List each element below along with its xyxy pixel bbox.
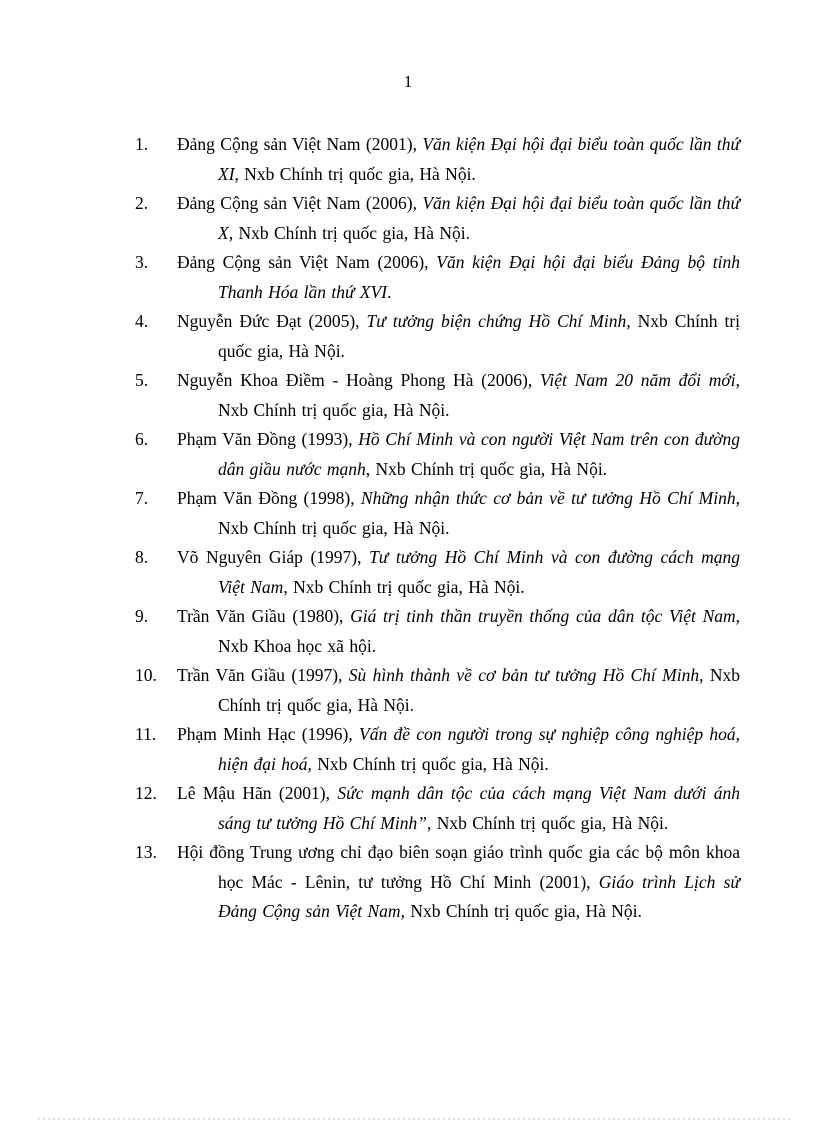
reference-title: Tư tưởng biện chứng Hồ Chí Minh,: [366, 311, 631, 331]
reference-item: [135, 189, 740, 248]
reference-meta: Võ Nguyên Giáp (1997),: [177, 547, 370, 567]
reference-item: [135, 307, 740, 366]
reference-title: Giá trị tinh thần truyền thống của dân tộc Việt Nam,: [350, 606, 741, 626]
reference-item: [135, 602, 740, 661]
reference-text: [177, 720, 740, 779]
reference-meta: Trần Văn Giầu (1980),: [177, 606, 351, 626]
reference-item: [135, 543, 740, 602]
reference-text: [177, 838, 740, 927]
reference-number: 8.: [135, 547, 149, 567]
reference-meta: , Nxb Chính trị quốc gia, Hà Nội.: [218, 370, 740, 420]
reference-text: [177, 425, 740, 484]
reference-number: 6.: [135, 429, 149, 449]
reference-number: 2.: [135, 193, 149, 213]
reference-meta: Nguyễn Đức Đạt (2005),: [177, 311, 367, 331]
reference-meta: Đảng Cộng sản Việt Nam (2006),: [177, 193, 423, 213]
reference-meta: Đảng Cộng sản Việt Nam (2006),: [177, 252, 437, 272]
reference-item: [135, 130, 740, 189]
reference-meta: Nxb Chính trị quốc gia, Hà Nội.: [218, 517, 450, 538]
reference-meta: Nxb Chính trị quốc gia, Hà Nội.: [218, 311, 741, 361]
reference-title: Sức mạnh dân tộc của cách mạng Việt Nam dưới ánh sáng tư tưởng Hồ Chí Minh”: [218, 783, 740, 833]
reference-title: Sù hình thành về cơ bản tư tưởng Hồ Chí Minh,: [348, 665, 704, 685]
reference-list: [135, 130, 740, 927]
reference-number: 5.: [135, 370, 149, 390]
reference-title: Hồ Chí Minh và con người Việt Nam trên con đường dân giầu nước mạnh: [218, 429, 740, 479]
reference-meta: Nxb Khoa học xã hội.: [218, 635, 377, 656]
page-bottom-dotted-divider: [38, 1118, 792, 1120]
reference-item: [135, 425, 740, 484]
reference-meta: Hội đồng Trung ương chỉ đạo biên soạn giáo trình quốc gia các bộ môn khoa học Mác - Lênin, tư tưởng Hồ Chí Minh (2001),: [177, 842, 740, 892]
reference-meta: Nxb Chính trị quốc gia, Hà Nội.: [287, 576, 525, 597]
reference-meta: Nguyễn Khoa Điềm - Hoàng Phong Hà (2006),: [177, 370, 540, 390]
reference-text: [177, 484, 740, 543]
reference-item: [135, 720, 740, 779]
reference-item: [135, 248, 740, 307]
reference-meta: Nxb Chính trị quốc gia, Hà Nội.: [218, 665, 740, 715]
reference-text: [177, 661, 740, 720]
reference-number: 10.: [135, 665, 157, 685]
reference-meta: Trần Văn Giầu (1997),: [177, 665, 349, 685]
reference-number: 12.: [135, 783, 157, 803]
reference-meta: , Nxb Chính trị quốc gia, Hà Nội.: [234, 163, 476, 184]
reference-item: [135, 661, 740, 720]
reference-title: Văn kiện Đại hội đại biểu toàn quốc lần thứ XI: [218, 134, 740, 184]
reference-text: [177, 307, 741, 366]
reference-title: Tư tưởng Hồ Chí Minh và con đường cách mạng Việt Nam,: [218, 547, 741, 597]
reference-item: [135, 838, 740, 927]
reference-text: [177, 602, 741, 661]
reference-meta: Nxb Chính trị quốc gia, Hà Nội.: [404, 901, 642, 921]
reference-text: [177, 779, 740, 838]
reference-text: [177, 366, 740, 425]
reference-text: [177, 189, 740, 248]
reference-text: [177, 248, 740, 307]
reference-number: 3.: [135, 252, 149, 272]
reference-title: Giáo trình Lịch sử Đảng Cộng sản Việt Nam,: [218, 871, 740, 921]
reference-item: [135, 484, 740, 543]
reference-text: [177, 130, 740, 189]
reference-meta: Nxb Chính trị quốc gia, Hà Nội.: [233, 222, 470, 243]
reference-meta: Phạm Văn Đồng (1998),: [177, 488, 361, 508]
reference-title: Vấn đề con người trong sự nghiệp công nghiệp hoá, hiện đại hoá,: [218, 724, 740, 774]
reference-meta: Nxb Chính trị quốc gia, Hà Nội.: [311, 753, 549, 774]
reference-item: [135, 779, 740, 838]
reference-number: 9.: [135, 606, 149, 626]
reference-number: 13.: [135, 842, 157, 862]
reference-meta: Phạm Minh Hạc (1996),: [177, 724, 359, 744]
reference-number: 4.: [135, 311, 149, 331]
page-number: 1: [403, 72, 413, 91]
reference-number: 11.: [135, 724, 157, 744]
reference-number: 7.: [135, 488, 149, 508]
reference-title: Văn kiện Đại hội đại biểu Đảng bộ tỉnh Thanh Hóa lần thứ XVI: [218, 252, 740, 302]
reference-meta: , Nxb Chính trị quốc gia, Hà Nội.: [365, 458, 608, 479]
reference-title: Việt Nam 20 năm đổi mới: [540, 370, 736, 390]
reference-item: [135, 366, 740, 425]
reference-text: [177, 543, 741, 602]
reference-meta: .: [387, 281, 392, 302]
reference-meta: Đảng Cộng sản Việt Nam (2001),: [177, 134, 423, 154]
reference-meta: Phạm Văn Đồng (1993),: [177, 429, 359, 449]
reference-number: 1.: [135, 134, 149, 154]
reference-title: Văn kiện Đại hội đại biểu toàn quốc lần thứ X,: [218, 193, 740, 243]
reference-title: Những nhận thức cơ bản về tư tưởng Hồ Chí Minh,: [360, 488, 740, 508]
reference-meta: , Nxb Chính trị quốc gia, Hà Nội.: [426, 812, 669, 833]
reference-meta: Lê Mậu Hãn (2001),: [177, 783, 338, 803]
